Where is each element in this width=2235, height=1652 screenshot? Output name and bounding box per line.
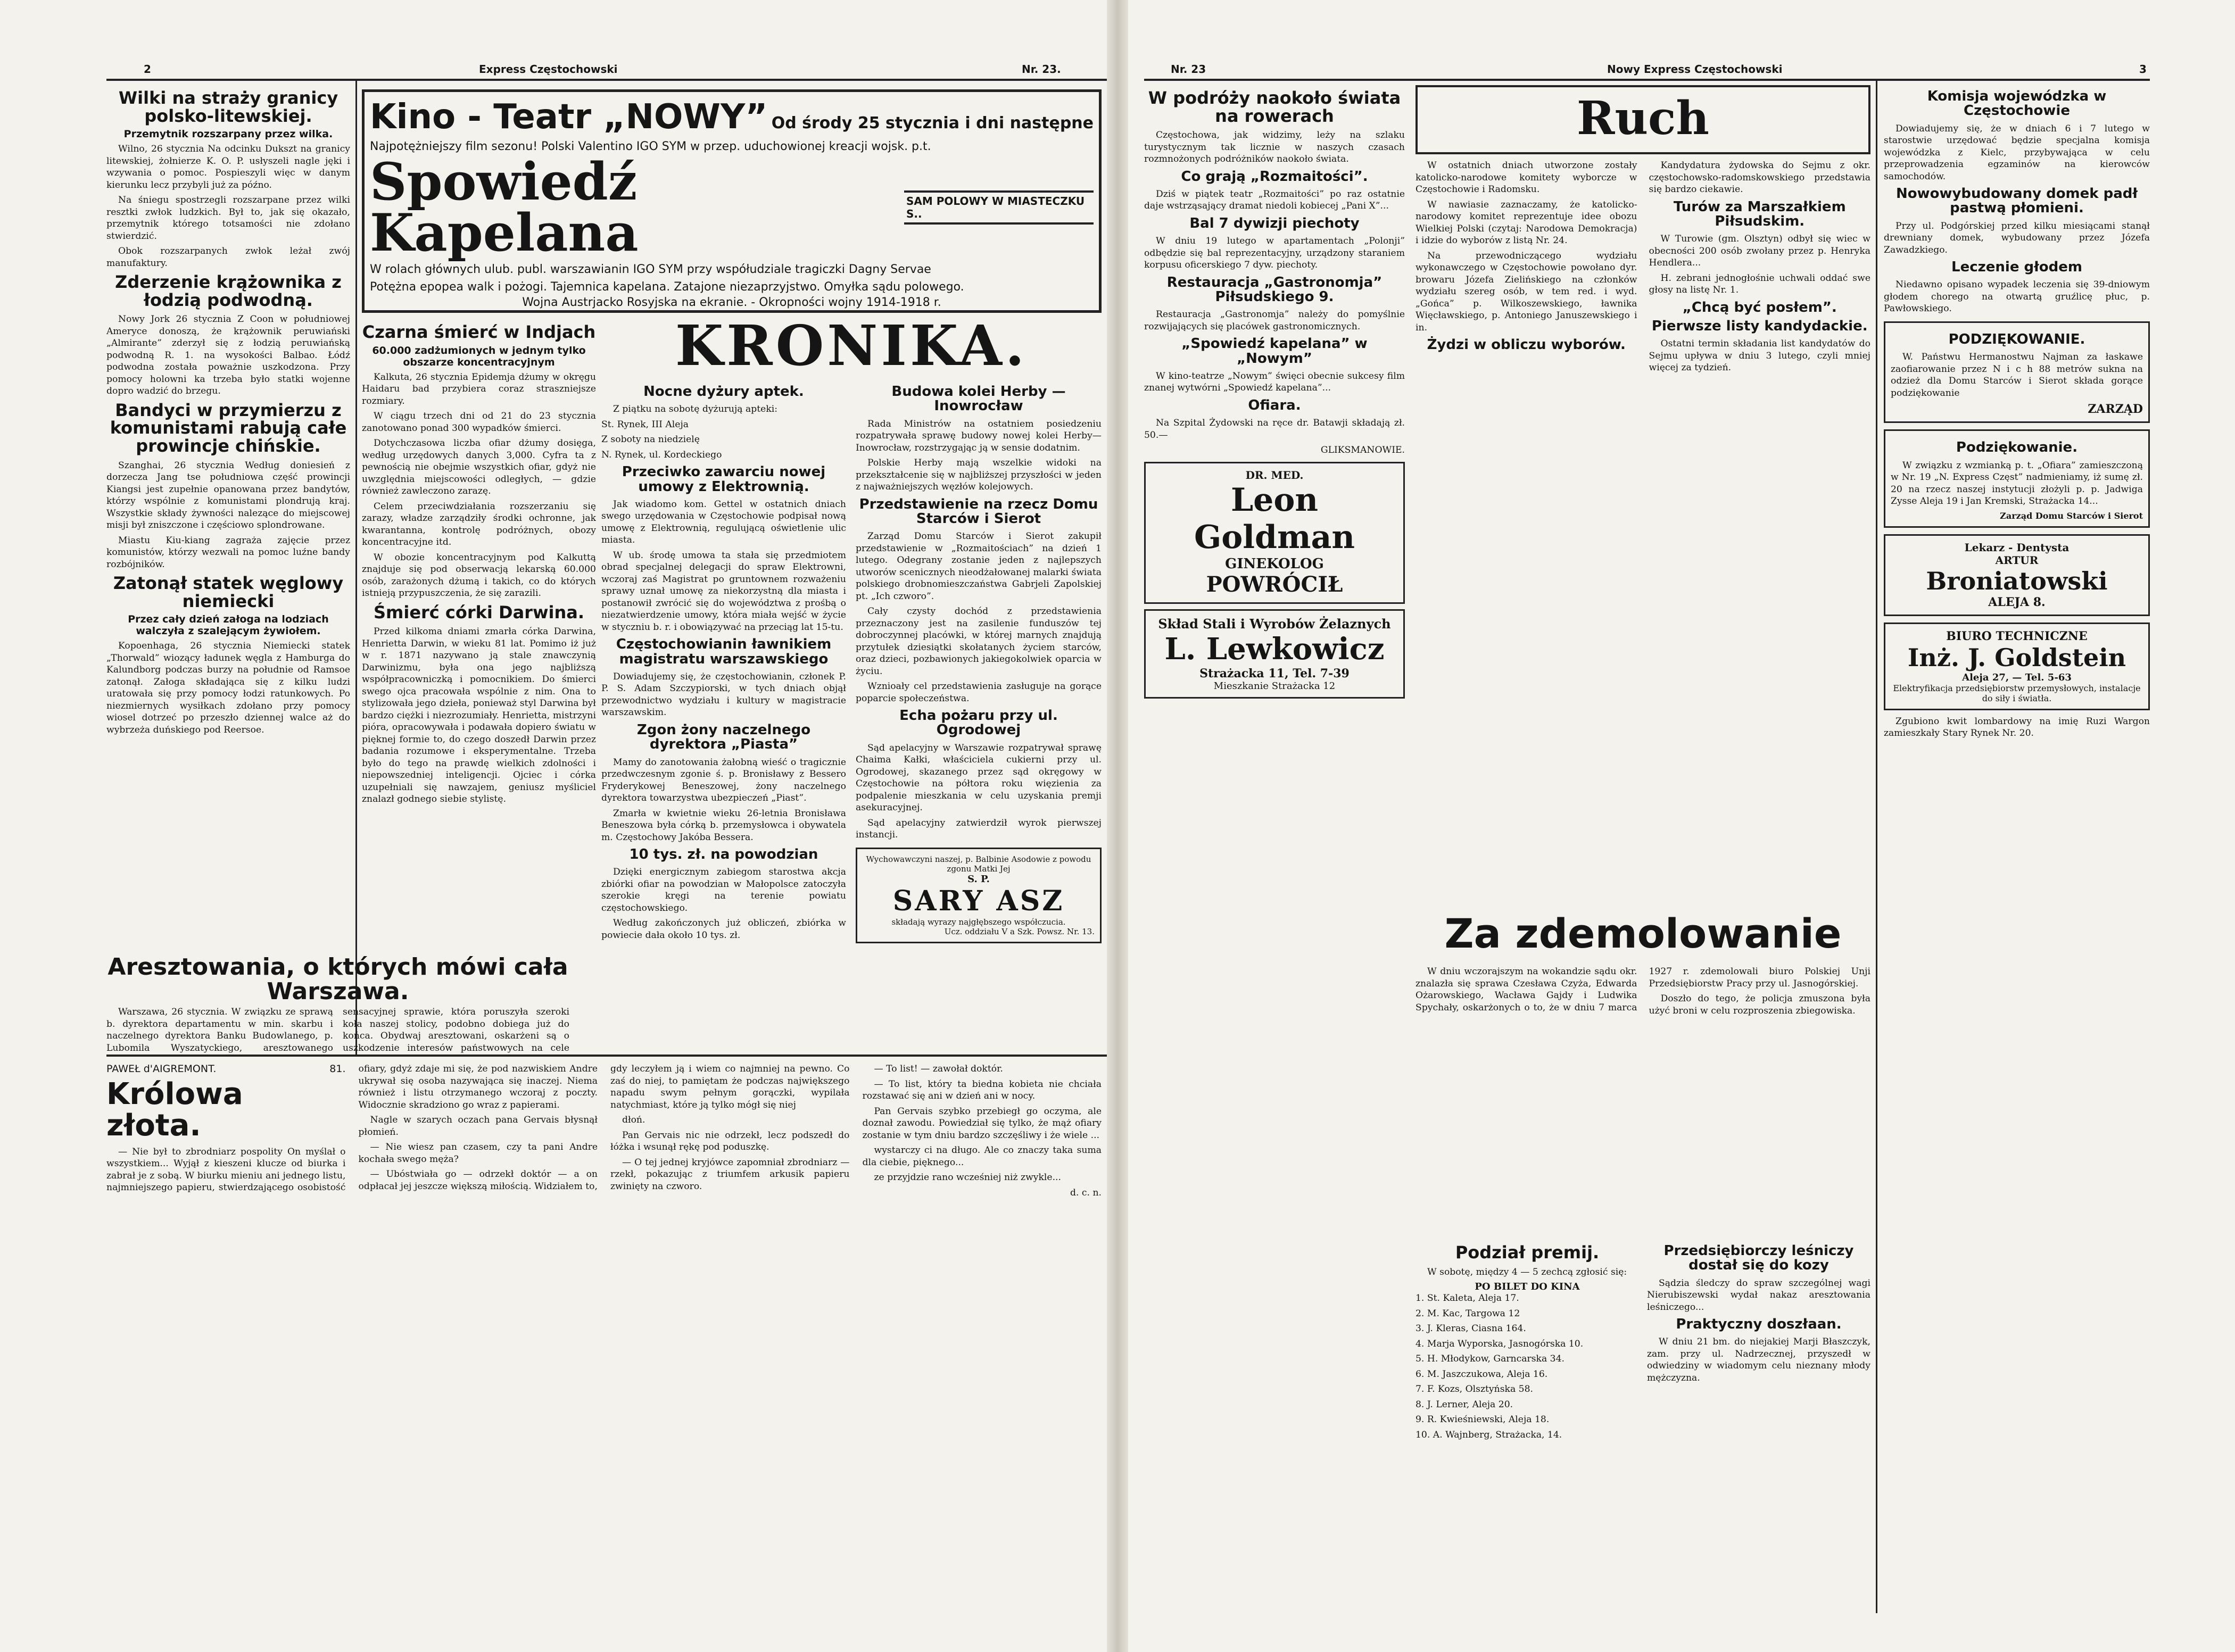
cinema-line-part: niezaprzyjstwo. Omyłka sądu polowego.: [729, 280, 964, 294]
article-text: Nowy Jork 26 stycznia Z Coon w południowej Ameryce donoszą, że krążownik peruwiański „Almirante” zderzył się z łodzią peruwiańską podwodną R. 1. na wysokości Balbao. Łódź podwodna została poważnie uszkodzona. Przy pomocy holowni ka trzeba było statki wojenne dopro wadzić do brzegu.: [106, 314, 350, 397]
issue-number: Nr. 23: [1171, 63, 1206, 76]
headline-banner: Za zdemolowanie: [1444, 910, 1842, 957]
headline-banner: Ruch: [1416, 85, 1870, 154]
condolence-line: S. P.: [967, 873, 990, 885]
article-text: Dziś w piątek teatr „Rozmaitości” po raz ostatnie daje wstrząsający dramat niedoli kobiecej „Pani X”...: [1144, 188, 1405, 212]
feuilleton-number: 81.: [329, 1063, 346, 1075]
article-headline: Budowa kolei Herby — Inowrocław: [891, 384, 1066, 414]
article-text: Kandydatura żydowska do Sejmu z okr. częstochowsko-radomskowskiego przedstawia się bardzo ciekawie.: [1649, 160, 1870, 195]
article-headline: Bandyci w przymierzu z komunistami rabują całe prowincje chińskie.: [110, 400, 347, 456]
article-headline: 10 tys. zł. na powodzian: [629, 846, 818, 863]
ad-line: Strażacka 11, Tel. 7-39: [1199, 666, 1350, 680]
article-text: Mamy do zanotowania żałobną wieść o tragicznie przedwczesnym zgonie ś. p. Bronisławy z Bessero Fryderykowej Beneszowej, żony naczelnego dyrektora towarzystwa ubezpieczeń „Piast”.: [601, 757, 846, 804]
ad-line: DR. MED.: [1245, 468, 1304, 482]
condolence-line: Wychowawczyni naszej, p. Balbinie Asodowie z powodu zgonu Matki Jej: [866, 854, 1091, 874]
left-column-1: [106, 85, 350, 952]
ad-name: Inż. J. Goldstein: [1907, 643, 2126, 672]
article-text: Wznioały cel przedstawienia zasługuje na gorące poparcie społeczeństwa.: [856, 681, 1102, 704]
feuilleton-title: Królowa złota.: [106, 1077, 243, 1143]
prize-entry: 4. Marja Wyporska, Jasnogórska 10.: [1416, 1338, 1584, 1349]
cinema-name: Kino - Teatr „NOWY”: [370, 97, 768, 137]
prize-entry: 6. M. Jaszczukowa, Aleja 16.: [1416, 1368, 1548, 1380]
article-text: W sobotę, między 4 — 5 zechcą zgłosić się:: [1427, 1266, 1627, 1277]
thanks-sign: ZARZĄD: [2088, 402, 2143, 417]
left-column-2: [362, 319, 596, 952]
ad-name: L. Lewkowicz: [1164, 631, 1385, 667]
feuilleton-author: PAWEŁ d'AIGREMONT.: [106, 1063, 217, 1075]
ad-line: POWRÓCIŁ: [1206, 571, 1343, 597]
article-headline: Aresztowania, o których mówi cała Warszawa.: [107, 955, 568, 1006]
prize-entry: 3. J. Kleras, Ciasna 164.: [1416, 1323, 1526, 1334]
article-text: W dniu wczorajszym na wokandzie sądu okr. znalazła się sprawa Czesława Czyża, Edwarda Ożarowskiego, Wacława Gajdy i Ludwika Spychały, oskarżonych o to, że w dniu 7 marca 1927 r. zdemolowali biuro Polskiej Unji Przedsiębiorstw Pracy przy ul. Jasnogórskiej.: [1416, 966, 1870, 1013]
article-headline: Czarna śmierć w Indjach: [362, 322, 596, 342]
left-column-4: [856, 380, 1102, 952]
film-title: Spowiedź Kapelana: [370, 152, 639, 263]
article-text: Na Szpital Żydowski na ręce dr. Batawji składają zł. 50.—: [1144, 418, 1405, 441]
article-text: Przed kilkoma dniami zmarła córka Darwina, Henrietta Darwin, w wieku 81 lat. Pomimo iż już w r. 1871 nazywano ją stale znawczynią Darwinizmu, była ona jego najbliższą współpracowniczką i pomocnikiem. Do śmierci swego ojca pracowała wspólnie z nim. Ona to stylizowała jego dzieła, ponieważ styl Darwina był bardzo ciężki i niezrozumiały. Henrietta, mistrzyni pióra, opracowywała i podawała dopiero światu w pięknej formie to, do czego doszedł Darwin przez badania rozumowe i eksperymentalne. Trzeba było do tego na prawdę wielkich zdolności i niepowszedniej inteligencji. Ojciec i córka uzupełniali się nawzajem, geniusz myśliciel znalazł godnego siebie stylistę.: [362, 626, 596, 805]
running-title: Express Częstochowski: [479, 63, 618, 76]
article-text: W obozie koncentracyjnym pod Kalkuttą znajduje się pod obserwacją lekarską 60.000 osób, zarażonych dżumą i takich, co do których istnieją przypuszczenia, że się zarazili.: [362, 552, 596, 599]
article-headline: Śmierć córki Darwina.: [373, 602, 585, 622]
feuilleton-text: wystarczy ci na długo. Ale co znaczy taka suma dla ciebie, pięknego...: [862, 1145, 1102, 1168]
prize-entries: [1416, 1292, 1639, 1441]
running-title: Nowy Express Częstochowski: [1607, 63, 1783, 76]
article-text: Restauracja „Gastronomja” należy do pomyślnie rozwijających się placówek gastronomicznych.: [1144, 309, 1405, 332]
article-headline: W podróży naokoło świata na rowerach: [1148, 88, 1401, 126]
ad-line: Mieszkanie Strażacka 12: [1213, 680, 1336, 692]
ad-line: ALEJA 8.: [1988, 595, 2046, 609]
article-text: Częstochowa, jak widzimy, leży na szlaku turystycznym tak licznie w naszych czasach rozmnożonych podróżników naokoło świata.: [1144, 130, 1405, 165]
pharmacy-line: Z soboty na niedzielę: [601, 434, 700, 445]
article-arrests: [106, 955, 569, 1053]
feuilleton-end: d. c. n.: [1070, 1187, 1102, 1198]
article-text: W nawiasie zaznaczamy, że katolicko-narodowy komitet reprezentuje idee obozu Wielkiej Polski (czytaj: Narodowa Demokracja) i idzie do wyborów z listą Nr. 24.: [1416, 199, 1637, 246]
issue-number: Nr. 23.: [1022, 63, 1061, 76]
feuilleton-text: — Nie wiesz pan czasem, czy ta pani Andre kochała swego męża?: [358, 1142, 598, 1165]
article-text: Zarząd Domu Starców i Sierot zakupił przedstawienie w „Rozmaitościach” na dzień 1 lutego. Odegrany zostanie jeden z najlepszych utworów scenicznych nieodżałowanej malarki świata polskiego drobnomieszczaństwa Gabrjeli Zapolskiej pt. „Ich czworo”.: [856, 531, 1102, 602]
article-text: W dniu 21 bm. do niejakiej Marji Błaszczyk, zam. przy ul. Nadrzecznej, przyszedł w odwiedziny w wiadomym celu nieznany młody mężczyzna.: [1647, 1336, 1870, 1383]
article-text: Zmarła w kwietnie wieku 26-letnia Bronisława Beneszowa była córką b. przemysłowca i obywatela m. Częstochowy Jakóba Bessera.: [601, 808, 846, 843]
ad-line: Skład Stali i Wyrobów Żelaznych: [1158, 616, 1391, 632]
feuilleton-text: dłoń.: [622, 1115, 645, 1125]
article-headline: Przeciwko zawarciu nowej umowy z Elektrownią.: [622, 464, 826, 495]
article-text: Niedawno opisano wypadek leczenia się 39-dniowym głodem chorego na otwartą gruźlicę płuc, p. Pawłowskiego.: [1884, 279, 2150, 314]
article-text: GLIKSMANOWIE.: [1320, 445, 1405, 456]
article-headline: Zatonął statek węglowy niemiecki: [113, 573, 344, 611]
feuilleton-text: — To list, który ta biedna kobieta nie chciała rozstawać się ani w dzień ani w nocy.: [862, 1078, 1102, 1101]
ad-line: Aleja 27, — Tel. 5-63: [1962, 671, 2072, 683]
article-text: W kino-teatrze „Nowym” święci obecnie sukcesy film znanej wytwórni „Spowiedź kapelana”...: [1144, 370, 1405, 394]
article-headline: Częstochowianin ławnikiem magistratu warszawskiego: [616, 636, 832, 667]
cinema-line: Wojna Austrjacko Rosyjska na ekranie. - Okropności wojny 1914-1918 r.: [522, 296, 941, 309]
ad-line: BIURO TECHNICZNE: [1946, 629, 2088, 643]
article-text: Ostatni termin składania list kandydatów do Sejmu upływa w dniu 3 lutego, czyli mniej więcej za tydzień.: [1649, 338, 1870, 373]
article-headline: Leczenie głodem: [1951, 259, 2082, 276]
condolence-box: [856, 848, 1102, 943]
film-badge: SAM POLOWY W MIASTECZKU S..: [904, 190, 1094, 225]
article-text: H. zebrani jednogłośnie uchwali oddać swe głosy na listę Nr. 1.: [1649, 272, 1870, 296]
feuilleton-text: Pan Gervais nic nie odrzekł, lecz podszedł do łóżka i wsunął rękę pod poduszkę.: [610, 1130, 850, 1152]
prize-entry: 2. M. Kac, Targowa 12: [1416, 1308, 1520, 1319]
right-column-1: [1144, 85, 1405, 1612]
article-headline: Komisja wojewódzka w Częstochowie: [1927, 88, 2107, 119]
article-text: W ub. środę umowa ta stała się przedmiotem obrad specjalnej delegacji do spraw Elektrowni, wczoraj zaś Magistrat po gruntownem rozważeniu sprawy uznał umowę za niekorzystną dla miasta i postanowił zwrócić się do województwa z prośbą o niezatwierdzenie umowy, która miała wejść w życie w styczniu b. r. i obowiązywać na przeciąg lat 15-tu.: [601, 550, 846, 633]
article-headline: Żydzi w obliczu wyborów.: [1427, 337, 1626, 353]
article-text: Doszło do tego, że policja zmuszona była użyć broni w celu rozproszenia zbiegowiska.: [1649, 993, 1870, 1016]
feuilleton-text: — Nie był to zbrodniarz pospolity On myślał o wszystkiem... Wyjął z kieszeni klucze od biurka i zabrał je z sobą. W biurku mieniu ani jednego listu, najmniejszego papieru, stwierdzającego osobistość ofiary, gdyż zdaje mi się, że pod nazwiskiem Andre ukrywał się osoba nazywająca się inaczej. Niema również i listu otrzymanego wczoraj z poczty. Widocznie skradziono go wraz z papierami.: [106, 1064, 598, 1193]
page-fold: [1107, 0, 1128, 1652]
prize-entry: 9. R. Kwieśniewski, Aleja 18.: [1416, 1414, 1550, 1425]
article-headline: „Spowiedź kapelana” w „Nowym”: [1181, 336, 1368, 367]
feuilleton-text: — O tej jednej kryjówce zapomniał zbrodniarz — rzekł, pokazując z triumfem arkusik papieru zwinięty na czworo.: [610, 1157, 850, 1192]
article-text: Dotychczasowa liczba ofiar dżumy dosięga, według urzędowych danych 3,000. Cyfra ta z pewnością nie obejmie wszystkich ofiar, gdyż nie uwzględnia miejscowości odległych, — gdzie również zawleczono zarazę.: [362, 438, 596, 497]
cinema-line: Najpotężniejszy film sezonu! Polski Valentino IGO SYM w przep. uduchowionej kreacji wojsk. p.t.: [370, 140, 931, 153]
article-text: Według zakończonych już obliczeń, zbiórka w powiecie dała około 10 tys. zł.: [601, 918, 846, 941]
article-text: Szanghai, 26 stycznia Według doniesień z dorzecza Jang tse południowa część prowincji Kiangsi jest zupełnie opanowana przez bandytów, którzy wspólnie z komunistami plondrują kraj. Wszystkie składy żywności nalezące do miejscowej misji był zniszczone i częściowo splondrowane.: [106, 460, 350, 531]
article-text: Rada Ministrów na ostatniem posiedzeniu rozpatrywała sprawę budowy nowej kolei Herby—Inowrocław, rozstrzygając ją w sensie dodatnim.: [856, 418, 1102, 453]
ad-line: ARTUR: [1995, 553, 2039, 567]
article-text: Kopoenhaga, 26 stycznia Niemiecki statek „Thorwald” wiozący ładunek węgla z Hamburga do Kalundborg podczas burzy na południe od Ramsoe zatonął. Załoga składająca się z kilku ludzi uratowała się przy pomocy łodzi ratunkowych. Po niezmiernych wysiłkach zdołano przy pomocy wiosel dotrzeć po przeszło dziennej walce aż do wybrzeża duńskiego pod Reersoe.: [106, 641, 350, 735]
article-text: Cały czysty dochód z przedstawienia przeznaczony jest na zasilenie funduszów tej dobroczynnej placówki, w której marnych znajdują przytułek dziesiątki skołatanych życiem starców, oraz dzieci, pozbawionych jakiegokolwiek oparcia w życiu.: [856, 606, 1102, 677]
article-subheadline: Przemytnik rozszarpany przez wilka.: [123, 128, 333, 140]
right-page: [1128, 0, 2235, 1652]
article-text: Na śniegu spostrzegli rozszarpane przez wilki resztki zwłok ludzkich. Był to, jak się okazało, przemytnik którego totsamości nie zdołano stwierdzić.: [106, 195, 350, 242]
thanks-title: Podziękowanie.: [1956, 439, 2078, 456]
thanks-box: [1884, 429, 2150, 527]
article-headline: Wilki na straży granicy polsko-litewskiej.: [118, 88, 338, 126]
article-headline: Restauracja „Gastronomja” Piłsudskiego 9.: [1166, 274, 1383, 305]
technical-office-advertisement: [1884, 622, 2150, 710]
article-text: Zgubiono kwit lombardowy na imię Ruzi Wargon zamieszkały Stary Rynek Nr. 20.: [1884, 716, 2150, 739]
article-headline: „Chcą być posłem”.: [1682, 299, 1837, 316]
prize-label: PO BILET DO KINA: [1475, 1281, 1580, 1293]
condolence-line: Ucz. oddziału V a Szk. Powsz. Nr. 13.: [944, 926, 1095, 936]
condolence-line: składają wyrazy najgłębszego współczucia.: [891, 917, 1066, 927]
article-subheadline: Przez cały dzień załoga na lodziach walczyła z szalejącym żywiołem.: [128, 613, 329, 637]
article-headline: Pierwsze listy kandydackie.: [1651, 318, 1868, 334]
article-text: Jak wiadomo kom. Gettel w ostatnich dniach swego urzędowania w Częstochowie podpisał nową umowę z Elektrownią, regulującą oświetlenie ulic miasta.: [601, 499, 846, 546]
article-headline: Przedstawienie na rzecz Domu Starców i Sierot: [859, 496, 1098, 527]
right-middle-columns: [1416, 160, 1870, 899]
article-text: Dzięki energicznym zabiegom starostwa akcja zbiórki ofiar na powodzian w Małopolsce zatoczyła szerokie kręgi na terenie powiatu częstochowskiego.: [601, 867, 846, 914]
ad-line: Elektryfikacja przedsiębiorstw przemysłowych, instalacje do siły i światła.: [1893, 683, 2141, 703]
article-text: Miastu Kiu-kiang zagraża zajęcie przez komunistów, którzy wezwali na pomoc luźne bandy rozbójników.: [106, 535, 350, 570]
article-text: W ostatnich dniach utworzone zostały katolicko-narodowe komitety wyborcze w Częstochowie i Radomsku.: [1416, 160, 1637, 195]
article-text: Warszawa, 26 stycznia. W związku ze sprawą b. dyrektora departamentu w min. skarbu i naczelnego dyrektora Banku Budowlanego, p. Lubomila Wyszatyckiego, aresztowanego sensacyjnej sprawie, która poruszyła szeroki koła naszej stolicy, podobno dobiega już do końca. Obydwaj aresztowani, oskarżeni są o uszkodzenie interesów państwowych na cele: [106, 1007, 569, 1053]
article-headline: Nowowybudowany domek padł pastwą płomieni.: [1895, 186, 2138, 217]
article-text: Obok rozszarpanych zwłok leżał zwój manufaktury.: [106, 246, 350, 269]
prize-entry: 10. A. Wajnberg, Strażacka, 14.: [1416, 1429, 1562, 1440]
section-title: KRONIKA.: [675, 317, 1028, 375]
page-number: 3: [2139, 63, 2147, 76]
prize-entry: 1. St. Kaleta, Aleja 17.: [1416, 1293, 1519, 1304]
cinema-line: [370, 280, 1094, 294]
ad-line: GINEKOLOG: [1225, 555, 1324, 572]
article-headline: Bal 7 dywizji piechoty: [1189, 215, 1360, 231]
cinema-line-part: Potężna epopea walk i pożogi. Tajemnica kapelana. Zatajone: [370, 280, 730, 294]
article-text: W dniu 19 lutego w apartamentach „Polonji” odbędzie się bal reprezentacyjny, urządzony staraniem korpusu oficerskiego 7 dyw. piechoty.: [1144, 236, 1405, 271]
cinema-dates: Od środy 25 stycznia i dni następne: [771, 114, 1094, 132]
article-headline: Zderzenie krążownika z łodzią podwodną.: [115, 272, 342, 310]
article-text: Celem przeciwdziałania rozszerzaniu się zarazy, władze zarządziły środki ochronne, jak kwarantanna, kontrolę podróżnych, obozy koncentracyjne itd.: [362, 501, 596, 548]
cinema-advertisement: [362, 89, 1102, 313]
article-headline: Podział premij.: [1455, 1242, 1600, 1263]
thanks-title: PODZIĘKOWANIE.: [1948, 331, 2085, 347]
right-column-3-bottom: [1647, 1240, 1870, 1612]
article-demolition: [1416, 966, 1870, 1232]
right-column-4: [1884, 85, 2150, 1612]
article-headline: Zgon żony naczelnego dyrektora „Piasta”: [636, 721, 811, 753]
pharmacy-line: St. Rynek, III Aleja: [601, 419, 689, 430]
article-text: Z piątku na sobotę dyżurują apteki:: [613, 404, 778, 415]
prize-entry: 8. J. Lerner, Aleja 20.: [1416, 1399, 1513, 1410]
left-column-3: [601, 380, 846, 952]
feuilleton-text: Pan Gervais szybko przebiegł go oczyma, ale doznał zawodu. Powiedział się tylko, że mąż ofiary zostanie w tym dniu bardzo szczęśliwy i że wiele ...: [862, 1106, 1102, 1141]
article-headline: Nocne dyżury aptek.: [643, 384, 804, 400]
ad-name: Leon Goldman: [1194, 481, 1355, 556]
dentist-advertisement: [1884, 534, 2150, 616]
prize-list: [1416, 1240, 1639, 1612]
feuilleton-header: [106, 1063, 346, 1075]
ad-name: Broniatowski: [1926, 566, 2108, 595]
cinema-line: W rolach głównych ulub. publ. warszawianin IGO SYM przy współudziale tragiczki Dagny Servae: [370, 263, 931, 276]
ad-line: Lekarz - Dentysta: [1964, 541, 2070, 554]
pharmacy-line: N. Rynek, ul. Kordeckiego: [601, 449, 722, 460]
thanks-text: W. Państwu Hermanostwu Najman za łaskawe zaofiarowanie przez N i c h 88 metrów sukna na odzież dla Domu Starców i Sierot składa gorące podziękowanie: [1891, 352, 2143, 399]
article-text: W ciągu trzech dni od 21 do 23 stycznia zanotowano ponad 300 wypadków śmierci.: [362, 411, 596, 434]
article-text: Polskie Herby mają wszelkie widoki na przekształcenie się w najbliższej przyszłości w jeden z najważniejszych węzłów kolejowych.: [856, 458, 1102, 493]
feuilleton-text: — Ubóstwiała go — odrzekł doktór — a on odpłacał jej jeszcze większą miłością. Widziałem to, gdy leczyłem ją i wiem co najmniej na pewno. Co zaś do niej, to pamiętam że podczas największego napadu swym pełnym gorączki, wypilała natychmiast, które ją tylko mógł się niej: [358, 1064, 850, 1192]
prize-entry: 7. F. Kozs, Olsztyńska 58.: [1416, 1384, 1533, 1395]
feuilleton-text: ze przyjdzie rano wcześniej niż zwykle...: [874, 1172, 1061, 1183]
feuilleton-text: — To list! — zawołał doktór.: [874, 1064, 1003, 1074]
prize-entry: 5. H. Młodykow, Garncarska 34.: [1416, 1354, 1565, 1365]
article-headline: Co grają „Rozmaitości”.: [1181, 168, 1368, 185]
article-subheadline: 60.000 zadżumionych w jednym tylko obszarze koncentracyjnym: [372, 344, 586, 368]
article-headline: Echa pożaru przy ul. Ogrodowej: [899, 708, 1058, 738]
article-text: Sądzia śledczy do spraw szczególnej wagi Nierubiszewski wydał nakaz aresztowania leśniczego...: [1647, 1277, 1870, 1313]
condolence-name: SARY ASZ: [892, 884, 1065, 917]
article-text: Sąd apelacyjny zatwierdził wyrok pierwszej instancji.: [856, 817, 1102, 841]
hardware-store-advertisement: [1144, 609, 1405, 699]
article-text: Kalkuta, 26 stycznia Epidemja dżumy w okręgu Haidaru bad przybiera coraz straszniejsze rozmiary.: [362, 371, 596, 406]
article-headline: Praktyczny doszłaan.: [1676, 1316, 1842, 1333]
article-text: W Turowie (gm. Olsztyn) odbył się wiec w obecności 200 osób zwołany przez p. Henryka Hendlera...: [1649, 234, 1870, 269]
article-headline: Ofiara.: [1248, 397, 1301, 413]
article-text: Przy ul. Podgórskiej przed kilku miesiącami stanął drewniany domek, wybudowany przez Józefa Zawadzkiego.: [1884, 220, 2150, 255]
left-page: [0, 0, 1107, 1652]
article-text: Na przewodniczącego wydziału wykonawczego w Częstochowie powołano dyr. browaru Józefa Zielińskiego na członków wydziału szereg osób, w tem red. i wyd. „Gońca” p. Wilkoszewskiego, ławnika Więcławskiego, p. Antoniego Januszewskiego i in.: [1416, 250, 1637, 333]
feuilleton: [106, 1063, 1102, 1622]
page-number: 2: [144, 63, 151, 76]
thanks-sign: Zarząd Domu Starców i Sierot: [2000, 510, 2143, 521]
doctor-advertisement: [1144, 462, 1405, 604]
article-headline: Turów za Marszałkiem Piłsudskim.: [1673, 198, 1846, 229]
thanks-box: [1884, 321, 2150, 423]
article-text: Wilno, 26 stycznia Na odcinku Dukszt na granicy litewskiej, żołnierze K. O. P. usłyszeli nagle jęki i wzywania o pomoc. Pospieszyli więc w danym kierunku lecz przybyli już za późno.: [106, 144, 350, 190]
article-text: Dowiadujemy się, że częstochowianin, członek P. P. S. Adam Szczypiorski, w tych dniach objął przewodnictwo wydziału i kultury w magistracie warszawskim.: [601, 671, 846, 718]
article-headline: Przedsiębiorczy leśniczy dostał się do kozy: [1663, 1243, 1854, 1274]
article-text: Dowiadujemy się, że w dniach 6 i 7 lutego w starostwie urzędować będzie specjalna komisja wojewódzka z Kielc, przybywająca w celu przeprowadzenia egzaminów na kierowców samochodów.: [1884, 123, 2150, 182]
article-text: Sąd apelacyjny w Warszawie rozpatrywał sprawę Chaima Kałki, właściciela cukierni przy ul. Ogrodowej, skazanego przez sąd okręgowy w Częstochowie na półtora roku więzienia za podpalenie mieszkania w celu uzyskania premji asekuracyjnej.: [856, 742, 1102, 813]
thanks-text: W związku z wzmianką p. t. „Ofiara” zamieszczoną w Nr. 19 „N. Express Częst” nadmieniamy, iż sumę zł. 20 na rzecz naszej instytucji złożyli p. p. Jadwiga Zysse Aleja 19 i Jan Kremski, Strażacka 14...: [1891, 460, 2143, 507]
feuilleton-text: Nagle w szarych oczach pana Gervais błysnął płomień.: [358, 1115, 598, 1138]
